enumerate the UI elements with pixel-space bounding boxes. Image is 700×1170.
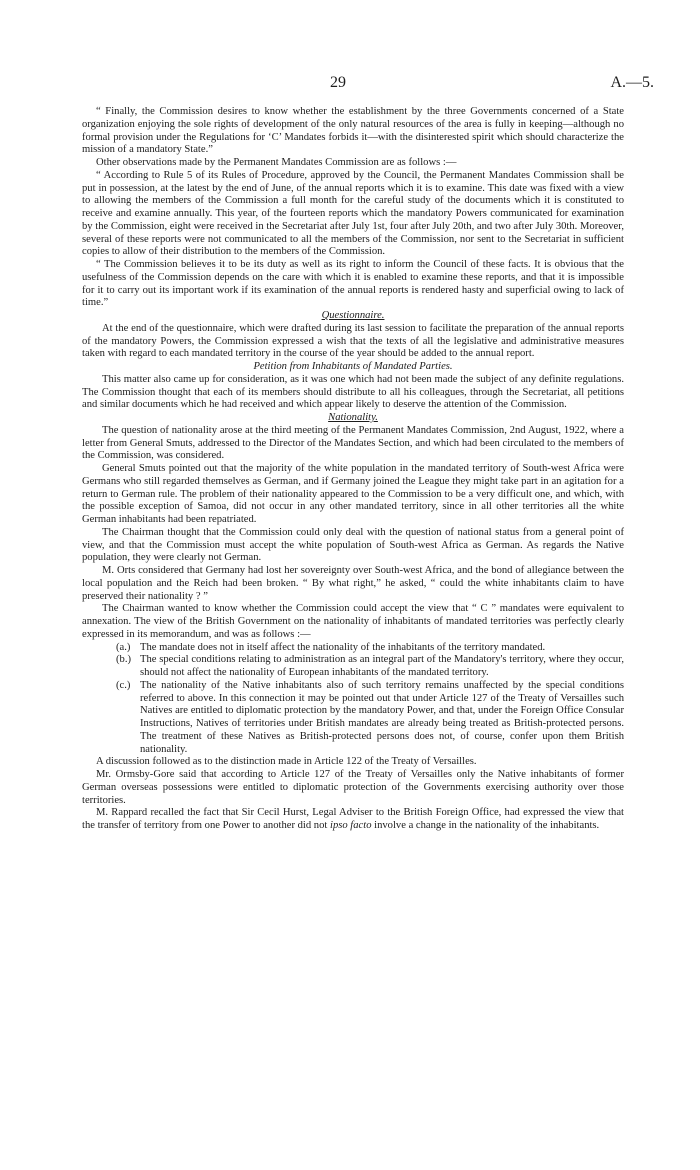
paragraph: A discussion followed as to the distinction made in Article 122 of the Treaty of Versailles. [96, 756, 477, 768]
section-heading-questionnaire [82, 310, 624, 323]
italic-phrase: ipso facto [330, 820, 372, 831]
paragraph: M. Orts considered that Germany had lost her sovereignty over South-west Africa, and the bond of allegiance between the local population and the Reich had been broken. “ By what right,” he asked, “ could the white inhabitants claim to have preserved their nationality ? ” [82, 565, 624, 602]
paragraph: Mr. Ormsby-Gore said that according to Article 127 of the Treaty of Versailles only the Native inhabitants of former German overseas possessions were entitled to diplomatic protection of the Governments exercising authority over those territories. [82, 769, 624, 806]
paragraph: General Smuts pointed out that the majority of the white population in the mandated territory of South-west Africa were Germans who still regarded themselves as German, and if Germany joined the League they might take part in an agitation for a return to German rule. The problem of their nationality appeared to the Commission to be a very difficult one, and which, with the possible exception of Samoa, did not occur in any other mandated territory, since in all other territories all the white German inhabitants had been repatriated. [82, 463, 624, 525]
list-item [116, 680, 624, 757]
document-body [82, 106, 624, 833]
paragraph: The Chairman thought that the Commission could only deal with the question of national status from a general point of view, and that the Commission must accept the white population of South-west Africa as German. As regards the Native population, they were clearly not German. [82, 526, 624, 564]
paragraph-final [82, 807, 624, 833]
document-reference: A.—5. [610, 74, 654, 91]
list-item-label: (b.) [116, 654, 132, 666]
memorandum-list [82, 642, 624, 757]
paragraph: Other observations made by the Permanent Mandates Commission are as follows :— [96, 157, 457, 168]
section-heading-nationality [82, 412, 624, 425]
list-item-text: The special conditions relating to administration as an integral part of the Mandatory's territory, where they occur, should not affect the nationality of European inhabitants of the mandated territory. [140, 654, 624, 678]
paragraph: The question of nationality arose at the third meeting of the Permanent Mandates Commission, 2nd August, 1922, where a letter from General Smuts, addressed to the Director of the Mandates Section, and which had been circulated to the members of the Commission, was considered. [82, 424, 624, 462]
list-item [116, 642, 624, 655]
section-heading-petition: Petition from Inhabitants of Mandated Parties. [253, 361, 453, 372]
list-item-label: (a.) [116, 641, 131, 653]
list-item-text: The nationality of the Native inhabitants also of such territory remains unaffected by the special conditions referred to above. In this connection it may be pointed out that under Article 127 of the Treaty of Versailles such Natives are entitled to diplomatic protection by the mandatory Power, and that, under the Foreign Office Consular Instructions, Natives of territories under British mandates are already being treated as British-protected persons. The treatment of these Natives as British-protected persons does not, of course, confer upon them British nationality. [140, 679, 624, 755]
list-item-text: The mandate does not in itself affect the nationality of the inhabitants of the territory mandated. [140, 641, 546, 653]
paragraph: “ The Commission believes it to be its duty as well as its right to inform the Council of these facts. It is obvious that the usefulness of the Commission depends on the care with which it is enabled to examine these reports, and that it is impossible for it to carry out its important work if its examination of the annual reports is rendered hasty and superficial owing to lack of time.” [82, 259, 624, 309]
paragraph: “ According to Rule 5 of its Rules of Procedure, approved by the Council, the Permanent Mandates Commission shall be put in possession, at the latest by the end of June, of the annual reports which it is to examine. This date was fixed with a view to allowing the members of the Commission a full month for the careful study of the documents which it is constituted to receive and examine annually. This year, of the fourteen reports which the mandatory Powers communicated for examination by the Commission, eight were received in the Secretariat after July 1st, four after July 20th, and two after July 30th. Moreover, several of these reports were not communicated to all the members of the Commission, nor sent to the Secretariat in sufficient copies to allow of their distribution to the members of the Commission. [82, 169, 624, 258]
paragraph: “ Finally, the Commission desires to know whether the establishment by the three Governments concerned of a State organization enjoying the sole rights of development of the only natural resources of the area is fully in keeping—although no formal provision under the Regulations for ‘C’ Mandates forbids it—with the disinterested spirit which should characterize the mission of a mandatory State.” [82, 106, 624, 156]
heading-text: Questionnaire. [321, 310, 385, 321]
list-item [116, 654, 624, 680]
list-item-label: (c.) [116, 679, 131, 691]
page-header [0, 74, 700, 96]
text-run: involve a change in the nationality of the inhabitants. [371, 820, 600, 831]
paragraph: This matter also came up for consideration, as it was one which had not been made the subject of any definite regulations. The Commission thought that each of its members should distribute to all his colleagues, through the Secretariat, all petitions and similar documents which he had received and which appear likely to deserve the attention of the Commission. [82, 373, 624, 411]
page-number: 29 [330, 74, 346, 91]
paragraph: The Chairman wanted to know whether the Commission could accept the view that “ C ” mandates were equivalent to annexation. The view of the British Government on the nationality of inhabitants of mandated territories was perfectly clearly expressed in its memorandum, and was as follows :— [82, 603, 624, 640]
paragraph: At the end of the questionnaire, which were drafted during its last session to facilitate the preparation of the annual reports of the mandatory Powers, the Commission expressed a wish that the texts of all the legislative and administrative measures taken with regard to each mandated territory in the course of the year should be added to the annual report. [82, 322, 624, 360]
heading-text: Nationality. [328, 412, 378, 423]
text-run: M. Rappard recalled the fact that Sir Cecil Hurst, Legal Adviser to the British Foreign Office, had expressed the view that the transfer of territory from one Power to another did not [82, 807, 624, 831]
